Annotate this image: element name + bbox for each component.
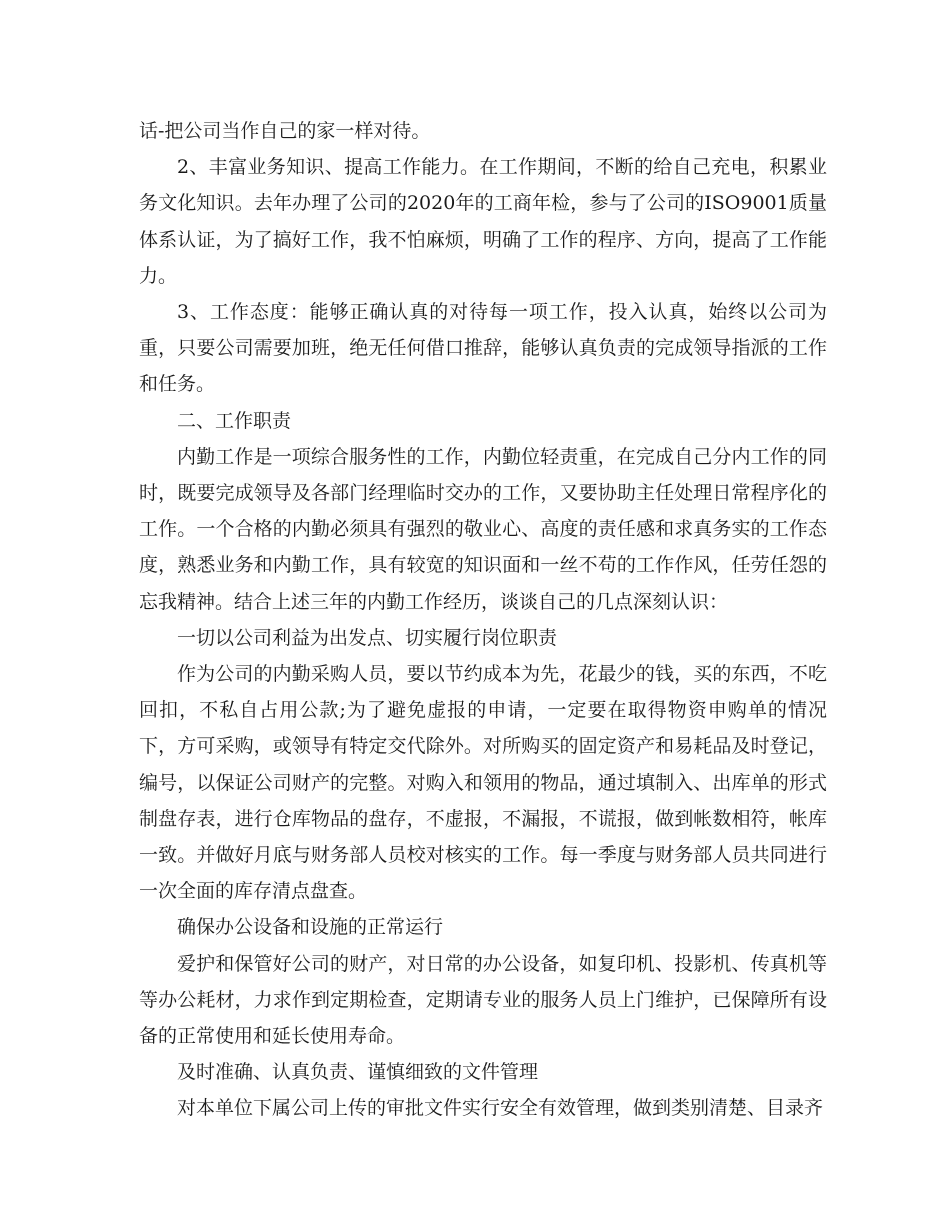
- subheading-company-interest: 一切以公司利益为出发点、切实履行岗位职责: [177, 626, 558, 649]
- subheading-file-management: 及时准确、认真负责、谨慎细致的文件管理: [177, 1061, 539, 1084]
- paragraph-9: 爱护和保管好公司的财产，对日常的办公设备，如复印机、投影机、传真机等等办公耗材，力求作到定期检查，定期请专业的服务人员上门维护，已保障所有设备的正常使用和延长使用寿命。: [139, 952, 827, 1048]
- document-body: [139, 113, 827, 1127]
- section-heading-work-duties: 二、工作职责: [177, 409, 292, 432]
- paragraph-7: 作为公司的内勤采购人员，要以节约成本为先，花最少的钱，买的东西，不吃回扣，不私自占用公款;为了避免虚报的申请，一定要在取得物资申购单的情况下，方可采购，或领导有特定交代除外。对所购买的固定资产和易耗品及时登记，编号，以保证公司财产的完整。对购入和领用的物品，通过填制入、出库单的形式制盘存表，进行仓库物品的盘存，不虚报，不漏报，不谎报，做到帐数相符，帐库一致。并做好月底与财务部人员校对核实的工作。每一季度与财务部人员共同进行一次全面的库存清点盘查。: [139, 663, 827, 903]
- paragraph-3: 3、工作态度：能够正确认真的对待每一项工作，投入认真，始终以公司为重，只要公司需要加班，绝无任何借口推辞，能够认真负责的完成领导指派的工作和任务。: [139, 301, 827, 396]
- paragraph-5: 内勤工作是一项综合服务性的工作，内勤位轻责重，在完成自己分内工作的同时，既要完成领导及各部门经理临时交办的工作，又要协助主任处理日常程序化的工作。一个合格的内勤必须具有强烈的敬业心、高度的责任感和求真务实的工作态度，熟悉业务和内勤工作，具有较宽的知识面和一丝不苟的工作作风，任劳任怨的忘我精神。结合上述三年的内勤工作经历，谈谈自己的几点深刻认识：: [139, 445, 827, 613]
- paragraph-2: 2、丰富业务知识、提高工作能力。在工作期间，不断的给自己充电，积累业务文化知识。去年办理了公司的2020年的工商年检，参与了公司的ISO9001质量体系认证，为了搞好工作，我不怕麻烦，明确了工作的程序、方向，提高了工作能力。: [139, 156, 827, 287]
- paragraph-11: 对本单位下属公司上传的审批文件实行安全有效管理，做到类别清楚、目录齐: [177, 1097, 824, 1120]
- subheading-office-equipment: 确保办公设备和设施的正常运行: [177, 916, 444, 939]
- paragraph-1: 话-把公司当作自己的家一样对待。: [139, 120, 431, 142]
